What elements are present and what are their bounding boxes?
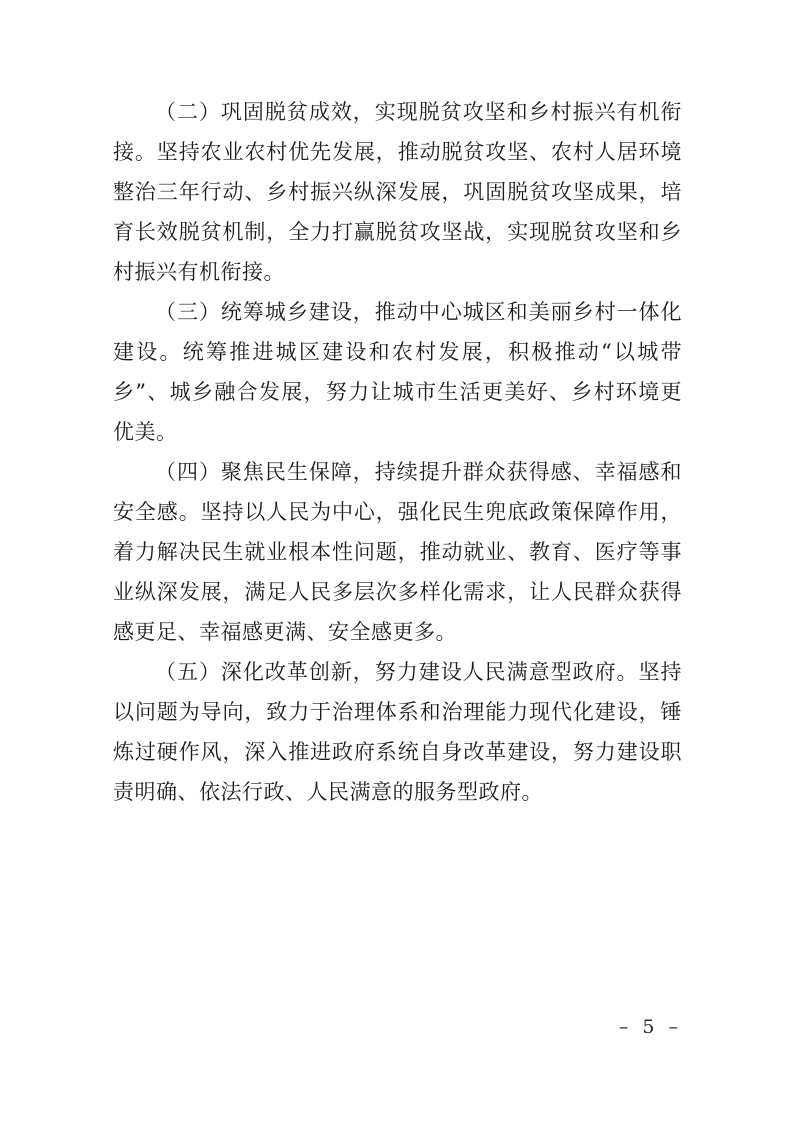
paragraph-section-2: （二）巩固脱贫成效，实现脱贫攻坚和乡村振兴有机衔接。坚持农业农村优先发展，推动脱贫攻坚、农村人居环境整治三年行动、乡村振兴纵深发展，巩固脱贫攻坚成果，培育长效脱贫机制，全力打赢脱贫攻坚战，实现脱贫攻坚和乡村振兴有机衔接。 bbox=[113, 100, 682, 284]
paragraph-section-5: （五）深化改革创新，努力建设人民满意型政府。坚持以问题为导向，致力于治理体系和治理能力现代化建设，锤炼过硬作风，深入推进政府系统自身改革建设，努力建设职责明确、依法行政、人民满意的服务型政府。 bbox=[113, 660, 682, 804]
page-number: – 5 – bbox=[618, 1016, 682, 1038]
paragraph-section-3: （三）统筹城乡建设，推动中心城区和美丽乡村一体化建设。统筹推进城区建设和农村发展，积极推动“以城带乡”、城乡融合发展，努力让城市生活更美好、乡村环境更优美。 bbox=[113, 300, 682, 444]
paragraph-section-4: （四）聚焦民生保障，持续提升群众获得感、幸福感和安全感。坚持以人民为中心，强化民生兜底政策保障作用，着力解决民生就业根本性问题，推动就业、教育、医疗等事业纵深发展，满足人民多层次多样化需求，让人民群众获得感更足、幸福感更满、安全感更多。 bbox=[113, 460, 682, 644]
document-body bbox=[113, 92, 682, 812]
